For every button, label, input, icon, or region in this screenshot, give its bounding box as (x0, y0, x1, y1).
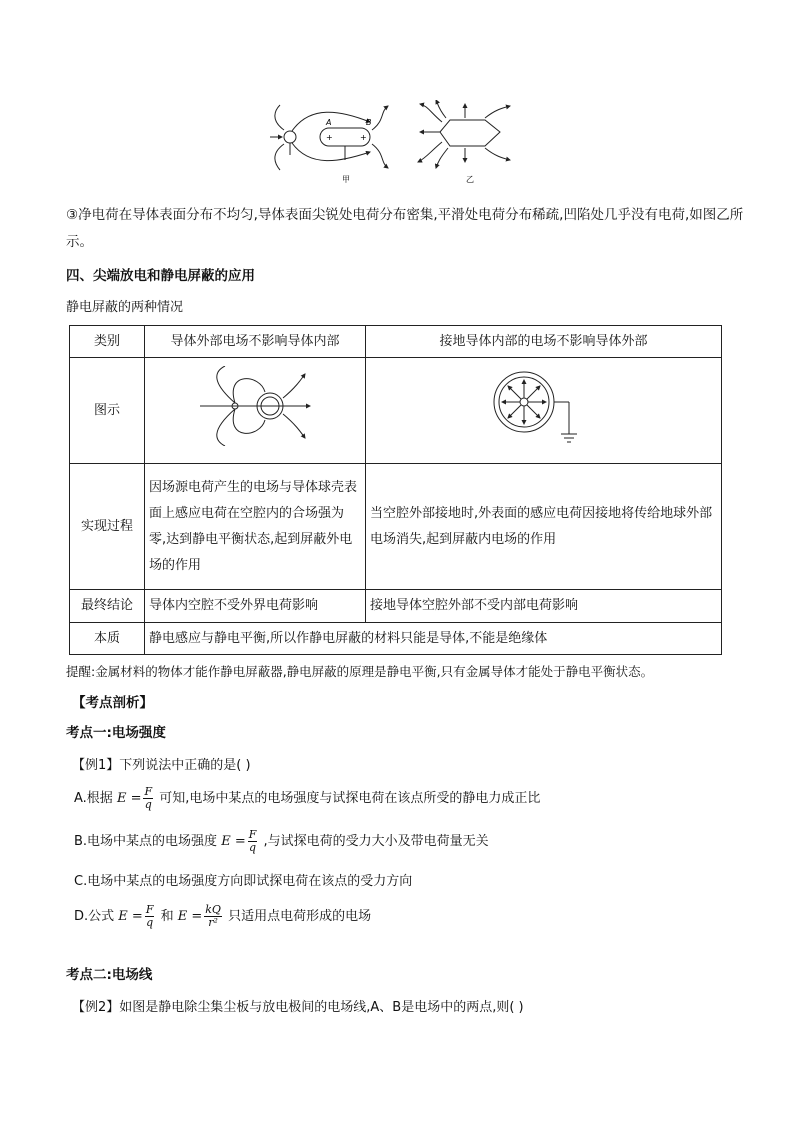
row-essence-text: 静电感应与静电平衡,所以作静电屏蔽的材料只能是导体,不能是绝缘体 (149, 630, 548, 646)
row-essence-label: 本质 (70, 623, 145, 655)
example1-option-a: A.根据 E = $\frac{F}{q}$ 可知,电场中某点的电场强度与试探电荷在该点所受的静电力成正比 (74, 785, 541, 811)
analysis-title: 【考点剖析】 (72, 695, 153, 711)
svg-text:+: + (360, 133, 367, 142)
paragraph-charge-distribution: ③净电荷在导体表面分布不均匀,导体表面尖锐处电荷分布密集,平滑处电荷分布稀疏,凹陷处几乎没有电荷,如图乙所示。 (66, 207, 744, 250)
label-yi: 乙 (466, 175, 474, 184)
svg-text:+: + (326, 133, 333, 142)
example1-question: 【例1】下列说法中正确的是( ) (72, 758, 251, 773)
row-figure-label: 图示 (70, 358, 145, 464)
figure-grounded-shield (484, 364, 604, 448)
point2-title: 考点二:电场线 (66, 967, 153, 983)
point-a-label: A (326, 118, 332, 127)
label-jia: 甲 (342, 175, 350, 184)
row-conclusion-label: 最终结论 (70, 590, 145, 623)
example2-question: 【例2】如图是静电除尘集尘板与放电极间的电场线,A、B是电场中的两点,则( ) (72, 1000, 524, 1015)
row-process-label: 实现过程 (70, 464, 145, 590)
example1-option-c: C.电场中某点的电场强度方向即试探电荷在该点的受力方向 (74, 874, 413, 889)
section-4-title: 四、尖端放电和静电屏蔽的应用 (66, 268, 255, 284)
figure-external-shield (195, 366, 315, 446)
row-conclusion-col1: 导体内空腔不受外界电荷影响 (149, 598, 319, 613)
point1-title: 考点一:电场强度 (66, 725, 166, 741)
table-header-category: 类别 (70, 326, 145, 358)
shield-intro: 静电屏蔽的两种情况 (66, 300, 184, 315)
row-process-col1: 因场源电荷产生的电场与导体球壳表面上感应电荷在空腔内的合场强为零,达到静电平衡状态,起到屏蔽外电场的作用 (149, 479, 358, 573)
figure-jia-yi (270, 100, 530, 190)
table-header-col1: 导体外部电场不影响导体内部 (145, 326, 366, 358)
tip-note: 提醒:金属材料的物体才能作静电屏蔽器,静电屏蔽的原理是静电平衡,只有金属导体才能处于静电平衡状态。 (66, 664, 654, 679)
example1-option-b: B.电场中某点的电场强度 E = $\frac{F}{q}$ ,与试探电荷的受力大小及带电荷量无关 (74, 828, 489, 854)
table-header-col2: 接地导体内部的电场不影响导体外部 (366, 326, 722, 358)
example1-option-d: D.公式 E = $\frac{F}{q}$ 和 E = $\frac{kQ}{\text{r²}}$ 只适用点电荷形成的电场 (74, 903, 372, 929)
figure-yi (418, 100, 510, 168)
row-conclusion-col2: 接地导体空腔外部不受内部电荷影响 (370, 598, 579, 613)
row-process-col2: 当空腔外部接地时,外表面的感应电荷因接地将传给地球外部电场消失,起到屏蔽内电场的作用 (370, 505, 713, 547)
point-b-label: B (366, 118, 372, 127)
shielding-table (69, 325, 722, 655)
